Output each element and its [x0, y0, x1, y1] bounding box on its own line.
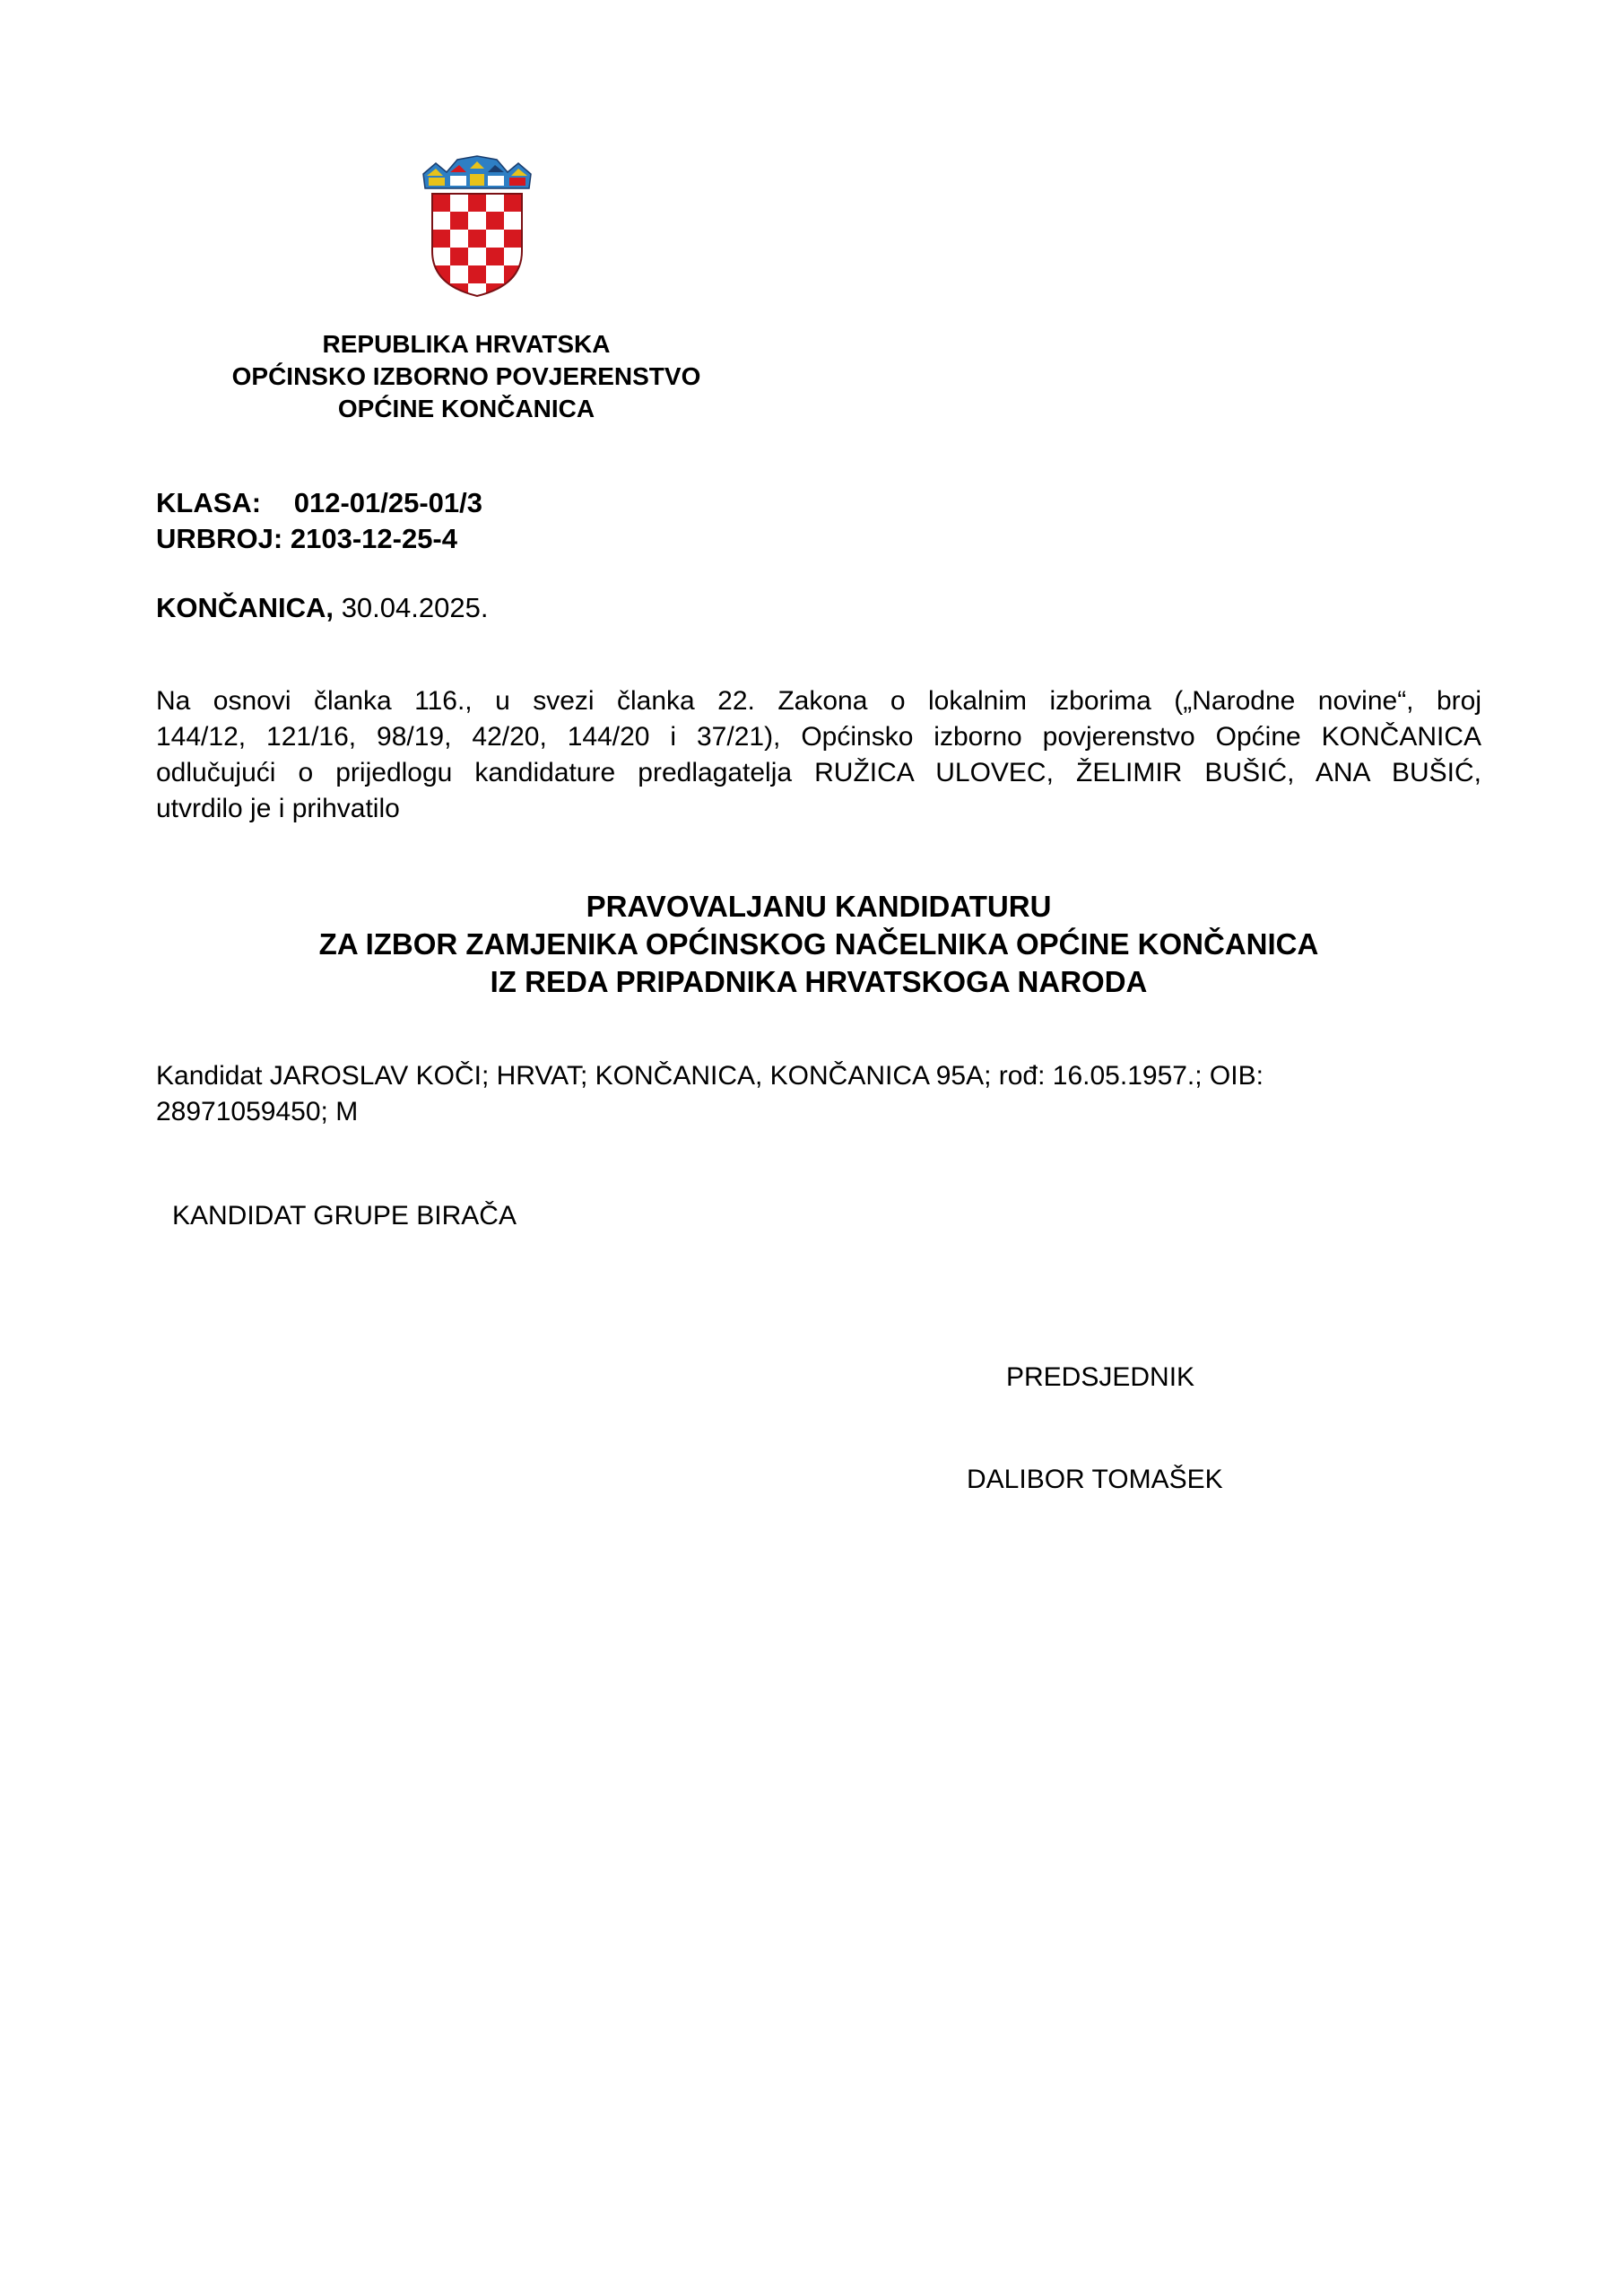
intro-line: utvrdilo je i prihvatilo [156, 794, 400, 823]
intro-line: 144/12, 121/16, 98/19, 42/20, 144/20 i 37/21), Općinsko izborno povjerenstvo Općine KONČANICA [156, 722, 1481, 752]
signature-role: PREDSJEDNIK [1006, 1362, 1195, 1392]
candidate-line: Kandidat JAROSLAV KOČI; HRVAT; KONČANICA, KONČANICA 95A; rođ: 16.05.1957.; OIB: [156, 1061, 1264, 1091]
intro-line: odlučujući o prijedlogu kandidature predlagatelja RUŽICA ULOVEC, ŽELIMIR BUŠIĆ, ANA BUŠIĆ, [156, 758, 1481, 787]
urbroj-label: URBROJ: [156, 523, 283, 554]
coat-of-arms-icon [420, 152, 534, 298]
intro-paragraph [156, 683, 1481, 827]
candidate-details [156, 1058, 1481, 1130]
klasa-value: 012-01/25-01/3 [293, 487, 483, 518]
date-line [156, 590, 488, 626]
decision-title [156, 888, 1481, 1001]
title-line: PRAVOVALJANU KANDIDATURU [586, 890, 1052, 923]
candidate-line: 28971059450; M [156, 1097, 359, 1126]
header-line-commission: OPĆINSKO IZBORNO POVJERENSTVO [231, 362, 701, 390]
crown-icon [423, 156, 531, 188]
date-value: 30.04.2025. [341, 592, 489, 623]
header-line-republic: REPUBLIKA HRVATSKA [322, 330, 611, 358]
intro-line: Na osnovi članka 116., u svezi članka 22. Zakona o lokalnim izborima („Narodne novine“, broj [156, 686, 1481, 716]
klasa-line [156, 485, 482, 521]
voter-group-label: KANDIDAT GRUPE BIRAČA [172, 1201, 517, 1231]
klasa-label: KLASA: [156, 487, 262, 518]
title-line: ZA IZBOR ZAMJENIKA OPĆINSKOG NAČELNIKA OPĆINE KONČANICA [318, 927, 1319, 961]
header-line-municipality: OPĆINE KONČANICA [337, 395, 595, 422]
signature-name: DALIBOR TOMAŠEK [967, 1465, 1223, 1494]
urbroj-value: 2103-12-25-4 [290, 523, 457, 554]
title-line: IZ REDA PRIPADNIKA HRVATSKOGA NARODA [490, 965, 1148, 998]
date-place: KONČANICA, [156, 592, 334, 623]
urbroj-line [156, 521, 457, 557]
institution-header [206, 328, 726, 425]
